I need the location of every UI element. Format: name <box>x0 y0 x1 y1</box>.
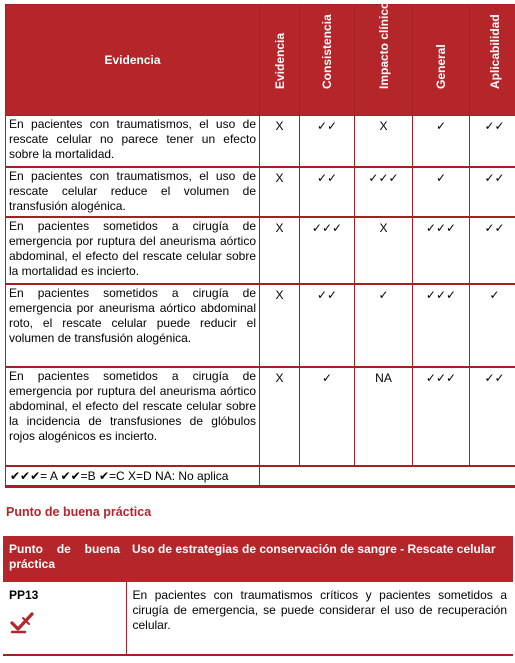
row-value: ✓✓✓ <box>413 217 470 284</box>
good-practice-header-right: Uso de estrategias de conservación de sangre - Rescate celular <box>126 536 513 582</box>
row-value: ✓✓✓ <box>413 284 470 367</box>
header-col-impacto <box>355 1 413 116</box>
header-col-evidencia <box>260 5 300 116</box>
row-value: ✓✓ <box>470 167 515 217</box>
row-value: ✓✓✓ <box>413 367 470 466</box>
row-value: ✓ <box>413 167 470 217</box>
row-value: X <box>260 367 300 466</box>
table-row <box>3 582 513 655</box>
row-value: ✓✓✓ <box>300 217 355 284</box>
row-value: NA <box>355 367 413 466</box>
table-row <box>6 217 515 284</box>
table-row <box>6 367 515 466</box>
row-text: En pacientes sometidos a cirugía de emergencia por ruptura del aneurisma aórtico abdominal, el efecto del rescate celular sobre la incidencia de transfusiones de glóbulos rojos alogénicos es incierto. <box>6 367 260 466</box>
row-value: ✓✓ <box>470 116 515 167</box>
header-col-label: Impacto clínico <box>376 1 391 89</box>
row-text: En pacientes con traumatismos, el uso de rescate celular reduce el volumen de transfusión alogénica. <box>6 167 260 217</box>
legend-filler <box>260 466 515 487</box>
header-col-label: Evidencia <box>272 32 287 89</box>
row-value: X <box>355 217 413 284</box>
header-col-label: Consistencia <box>320 14 334 89</box>
row-value: ✓ <box>413 116 470 167</box>
header-col-aplicabilidad <box>470 5 515 116</box>
header-col-general <box>413 5 470 116</box>
table-row <box>6 116 515 167</box>
good-practice-code: PP13 <box>9 588 39 602</box>
table-row <box>6 167 515 217</box>
good-practice-text: En pacientes con traumatismos críticos y pacientes sometidos a cirugía de emergencia, se puede considerar el uso de recuperación celular. <box>126 582 513 655</box>
legend-row <box>6 466 515 487</box>
header-col-label: Aplicabilidad <box>487 14 502 89</box>
row-value: ✓✓ <box>300 116 355 167</box>
row-value: ✓✓✓ <box>355 167 413 217</box>
row-value: X <box>260 217 300 284</box>
header-col-consistencia <box>300 5 355 116</box>
row-value: ✓✓ <box>470 367 515 466</box>
good-practice-title: Punto de buena práctica <box>6 505 152 519</box>
header-col-label: General <box>434 44 448 89</box>
row-value: X <box>260 116 300 167</box>
row-text: En pacientes sometidos a cirugía de emergencia por aneurisma aórtico abdominal roto, el rescate celular puede reducir el volumen de transfusión alogénica. <box>6 284 260 367</box>
row-value: ✓✓ <box>300 167 355 217</box>
header-evidence: Evidencia <box>6 5 260 116</box>
good-practice-header <box>3 536 513 582</box>
row-value: ✓ <box>300 367 355 466</box>
row-value: ✓ <box>470 284 515 367</box>
row-text: En pacientes sometidos a cirugía de emergencia por ruptura del aneurisma aórtico abdominal, el efecto del rescate celular sobre la mortalidad es incierto. <box>6 217 260 284</box>
good-practice-code-cell <box>3 582 126 655</box>
good-practice-header-left: Punto de buena práctica <box>3 536 126 582</box>
row-value: ✓✓ <box>300 284 355 367</box>
evidence-table <box>5 1 515 488</box>
row-value: X <box>260 284 300 367</box>
table-row <box>6 284 515 367</box>
legend-text: ✔✔✔= A ✔✔=B ✔=C X=D NA: No aplica <box>6 466 260 487</box>
row-value: X <box>260 167 300 217</box>
row-value: X <box>355 116 413 167</box>
good-practice-table <box>3 536 513 656</box>
row-value: ✓✓ <box>470 217 515 284</box>
row-value: ✓ <box>355 284 413 367</box>
checkmark-icon <box>9 611 35 635</box>
evidence-table-header <box>6 5 515 116</box>
row-text: En pacientes con traumatismos, el uso de rescate celular no parece tener un efecto sobre la mortalidad. <box>6 116 260 167</box>
